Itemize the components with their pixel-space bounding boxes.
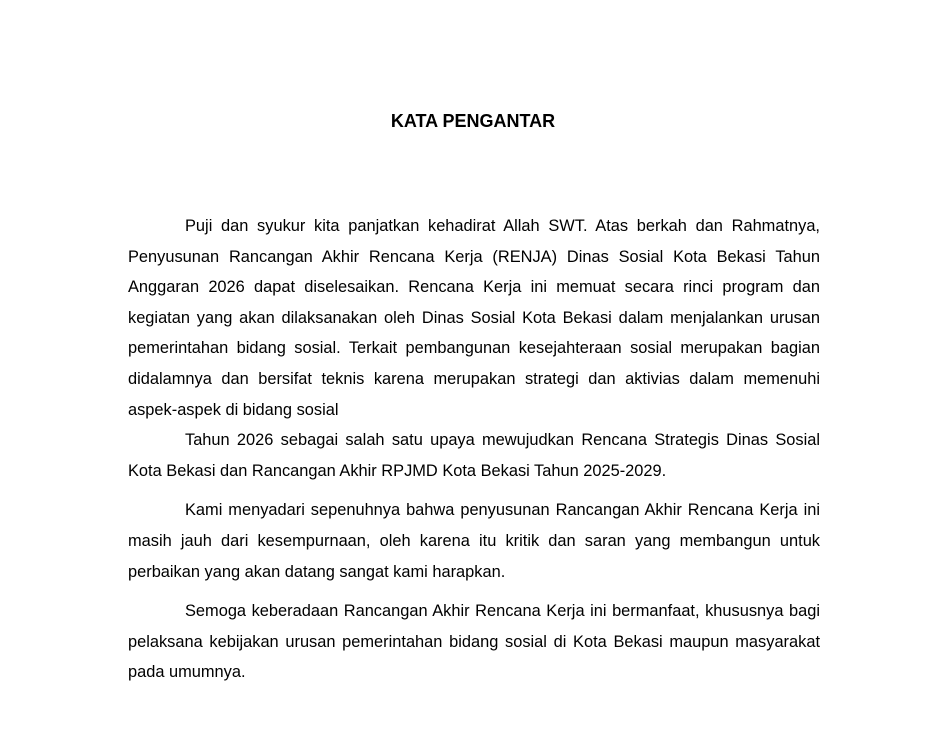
- paragraph-renstra: Tahun 2026 sebagai salah satu upaya mewujudkan Rencana Strategis Dinas Sosial Kota Bekasi dan Rancangan Akhir RPJMD Kota Bekasi Tahun 2025-2029.: [128, 431, 820, 480]
- paragraph-closing: Semoga keberadaan Rancangan Akhir Rencana Kerja ini bermanfaat, khususnya bagi pelaksana kebijakan urusan pemerintahan bidang sosial di Kota Bekasi maupun masyarakat pada umumnya.: [128, 602, 820, 682]
- paragraph-opening: Puji dan syukur kita panjatkan kehadirat Allah SWT. Atas berkah dan Rahmatnya, Penyusunan Rancangan Akhir Rencana Kerja (RENJA) Dinas Sosial Kota Bekasi Tahun Anggaran 2026 dapat diselesaikan. Rencana Kerja ini memuat secara rinci program dan kegiatan yang akan dilaksanakan oleh Dinas Sosial Kota Bekasi dalam menjalankan urusan pemerintahan bidang sosial. Terkait pembangunan kesejahteraan sosial merupakan bagian didalamnya dan bersifat teknis karena merupakan strategi dan aktivias dalam memenuhi aspek-aspek di bidang sosial: [128, 217, 820, 419]
- document-body: [128, 211, 820, 688]
- page-title: KATA PENGANTAR: [390, 111, 556, 131]
- paragraph-acknowledgement: Kami menyadari sepenuhnya bahwa penyusunan Rancangan Akhir Rencana Kerja ini masih jauh dari kesempurnaan, oleh karena itu kritik dan saran yang membangun untuk perbaikan yang akan datang sangat kami harapkan.: [128, 501, 820, 581]
